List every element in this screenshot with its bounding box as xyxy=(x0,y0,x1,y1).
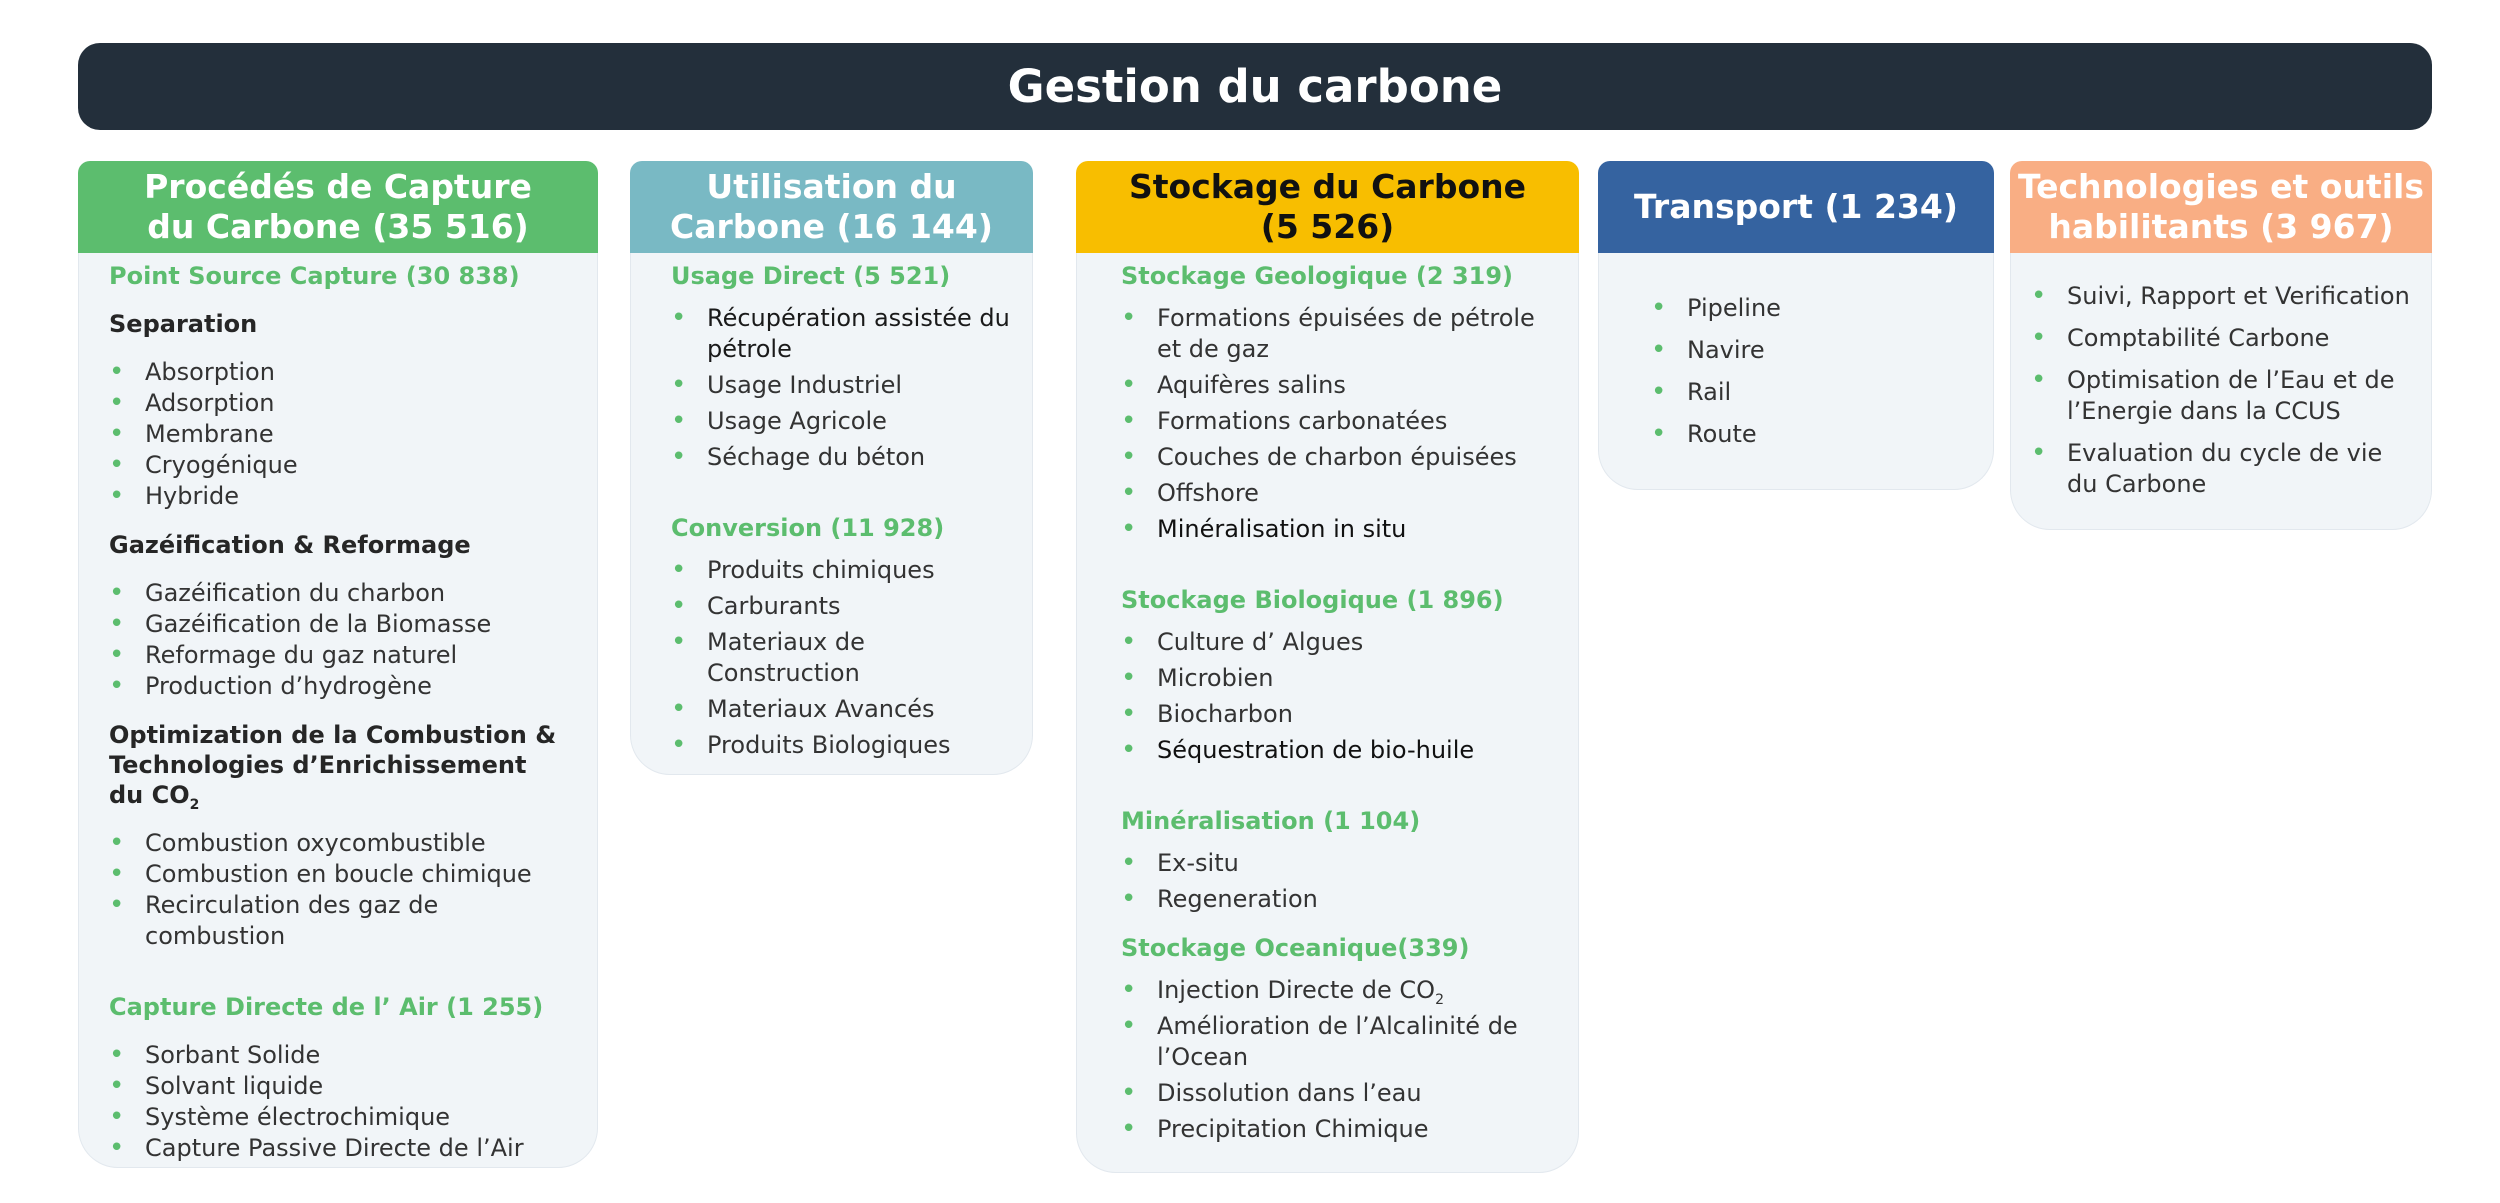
column-stockage xyxy=(1076,161,1579,1173)
list-item: • Hybride xyxy=(109,481,567,512)
stockage-body xyxy=(1076,253,1579,1173)
list-item: • Ex-situ xyxy=(1121,848,1538,879)
co2-subscript: 2 xyxy=(189,796,200,813)
stockage-header-line2: (5 526) xyxy=(1260,207,1395,246)
column-utilisation xyxy=(630,161,1033,775)
technologies-header-line2: habilitants (3 967) xyxy=(2048,207,2394,246)
list-item: • Séquestration de bio-huile xyxy=(1121,735,1538,766)
list-item: • Cryogénique xyxy=(109,450,567,481)
list-item: • Formations carbonatées xyxy=(1121,406,1538,437)
separation-title: Separation xyxy=(109,310,258,338)
transport-header xyxy=(1598,161,1994,253)
list-item: • Materiaux de Construction xyxy=(671,627,1012,689)
utilisation-header-line2: Carbone (16 144) xyxy=(670,207,993,246)
capture-header-line1: Procédés de Capture xyxy=(144,167,532,206)
point-source-title: Point Source Capture (30 838) xyxy=(109,262,520,290)
optimization-title xyxy=(109,720,567,813)
optimization-title-line1: Optimization de la Combustion & xyxy=(109,721,557,749)
list-item: • Culture d’ Algues xyxy=(1121,627,1538,658)
list-item: • Solvant liquide xyxy=(109,1071,567,1102)
list-item: • Produits chimiques xyxy=(671,555,1012,586)
list-item: • Amélioration de l’Alcalinité de l’Ocean xyxy=(1121,1011,1538,1073)
list-item: • Usage Industriel xyxy=(671,370,1012,401)
list-item: • Combustion oxycombustible xyxy=(109,828,567,859)
list-item: • Récupération assistée du pétrole xyxy=(671,303,1012,365)
list-item: • Production d’hydrogène xyxy=(109,671,567,702)
list-item: • Carburants xyxy=(671,591,1012,622)
list-item: • Sorbant Solide xyxy=(109,1040,567,1071)
co2-subscript: 2 xyxy=(1435,991,1444,1008)
optimization-list xyxy=(109,828,567,952)
list-item: • Couches de charbon épuisées xyxy=(1121,442,1538,473)
list-item: • Gazéification de la Biomasse xyxy=(109,609,567,640)
list-item: • Aquifères salins xyxy=(1121,370,1538,401)
list-item: • Optimisation de l’Eau et de l’Energie dans la CCUS xyxy=(2031,365,2411,427)
list-item: • Reformage du gaz naturel xyxy=(109,640,567,671)
transport-body xyxy=(1598,253,1994,490)
capture-header-line2: du Carbone (35 516) xyxy=(147,207,529,246)
list-item: • Navire xyxy=(1651,335,1963,366)
utilisation-header xyxy=(630,161,1033,253)
list-item: • Formations épuisées de pétrole et de gaz xyxy=(1121,303,1538,365)
optimization-title-line2: Technologies d’Enrichissement du CO xyxy=(109,751,527,809)
dac-list xyxy=(109,1040,567,1164)
stockage-header xyxy=(1076,161,1579,253)
conversion-title: Conversion (11 928) xyxy=(671,514,945,542)
page-title: Gestion du carbone xyxy=(78,43,2432,130)
stockage-header-line1: Stockage du Carbone xyxy=(1128,167,1526,206)
capture-body xyxy=(78,253,598,1168)
list-item: • Minéralisation in situ xyxy=(1121,514,1538,545)
list-item: • Dissolution dans l’eau xyxy=(1121,1078,1538,1109)
dac-title: Capture Directe de l’ Air (1 255) xyxy=(109,993,544,1021)
list-item: • Usage Agricole xyxy=(671,406,1012,437)
utilisation-header-line1: Utilisation du xyxy=(706,167,957,206)
list-item: • Système électrochimique xyxy=(109,1102,567,1133)
technologies-list xyxy=(2031,281,2411,500)
transport-list xyxy=(1651,293,1963,450)
list-item: • Evaluation du cycle de vie du Carbone xyxy=(2031,438,2411,500)
capture-header xyxy=(78,161,598,253)
list-item: • Produits Biologiques xyxy=(671,730,1012,761)
technologies-header-line1: Technologies et outils xyxy=(2017,167,2424,206)
list-item: • Precipitation Chimique xyxy=(1121,1114,1538,1145)
conversion-list xyxy=(671,555,1012,761)
gasification-title: Gazéification & Reformage xyxy=(109,531,471,559)
technologies-header xyxy=(2010,161,2432,253)
direct-usage-title: Usage Direct (5 521) xyxy=(671,262,951,290)
column-technologies xyxy=(2010,161,2432,530)
list-item: • Microbien xyxy=(1121,663,1538,694)
list-item: • Absorption xyxy=(109,357,567,388)
mineralisation-title: Minéralisation (1 104) xyxy=(1121,807,1421,835)
geologique-list xyxy=(1121,303,1538,545)
list-item: • Biocharbon xyxy=(1121,699,1538,730)
oceanique-item1-text: Injection Directe de CO xyxy=(1157,976,1436,1004)
list-item: • Comptabilité Carbone xyxy=(2031,323,2411,354)
list-item: • Membrane xyxy=(109,419,567,450)
gasification-list xyxy=(109,578,567,702)
list-item: • Capture Passive Directe de l’Air xyxy=(109,1133,567,1164)
list-item: • Pipeline xyxy=(1651,293,1963,324)
direct-usage-list xyxy=(671,303,1012,473)
list-item: • Recirculation des gaz de combustion xyxy=(109,890,567,952)
list-item: • Rail xyxy=(1651,377,1963,408)
list-item: • Route xyxy=(1651,419,1963,450)
mineralisation-list xyxy=(1121,848,1538,915)
list-item: • Gazéification du charbon xyxy=(109,578,567,609)
biologique-title: Stockage Biologique (1 896) xyxy=(1121,586,1504,614)
list-item: • Séchage du béton xyxy=(671,442,1012,473)
separation-list xyxy=(109,357,567,512)
list-item xyxy=(1121,975,1538,1006)
list-item: • Combustion en boucle chimique xyxy=(109,859,567,890)
technologies-body xyxy=(2010,253,2432,530)
column-transport xyxy=(1598,161,1994,490)
geologique-title: Stockage Geologique (2 319) xyxy=(1121,262,1514,290)
oceanique-list xyxy=(1121,975,1538,1145)
list-item: • Adsorption xyxy=(109,388,567,419)
list-item: • Regeneration xyxy=(1121,884,1538,915)
oceanique-title: Stockage Oceanique(339) xyxy=(1121,934,1470,962)
list-item: • Offshore xyxy=(1121,478,1538,509)
list-item: • Suivi, Rapport et Verification xyxy=(2031,281,2411,312)
biologique-list xyxy=(1121,627,1538,766)
list-item: • Materiaux Avancés xyxy=(671,694,1012,725)
column-capture xyxy=(78,161,598,1168)
utilisation-body xyxy=(630,253,1033,775)
transport-header-text: Transport (1 234) xyxy=(1634,187,1958,226)
